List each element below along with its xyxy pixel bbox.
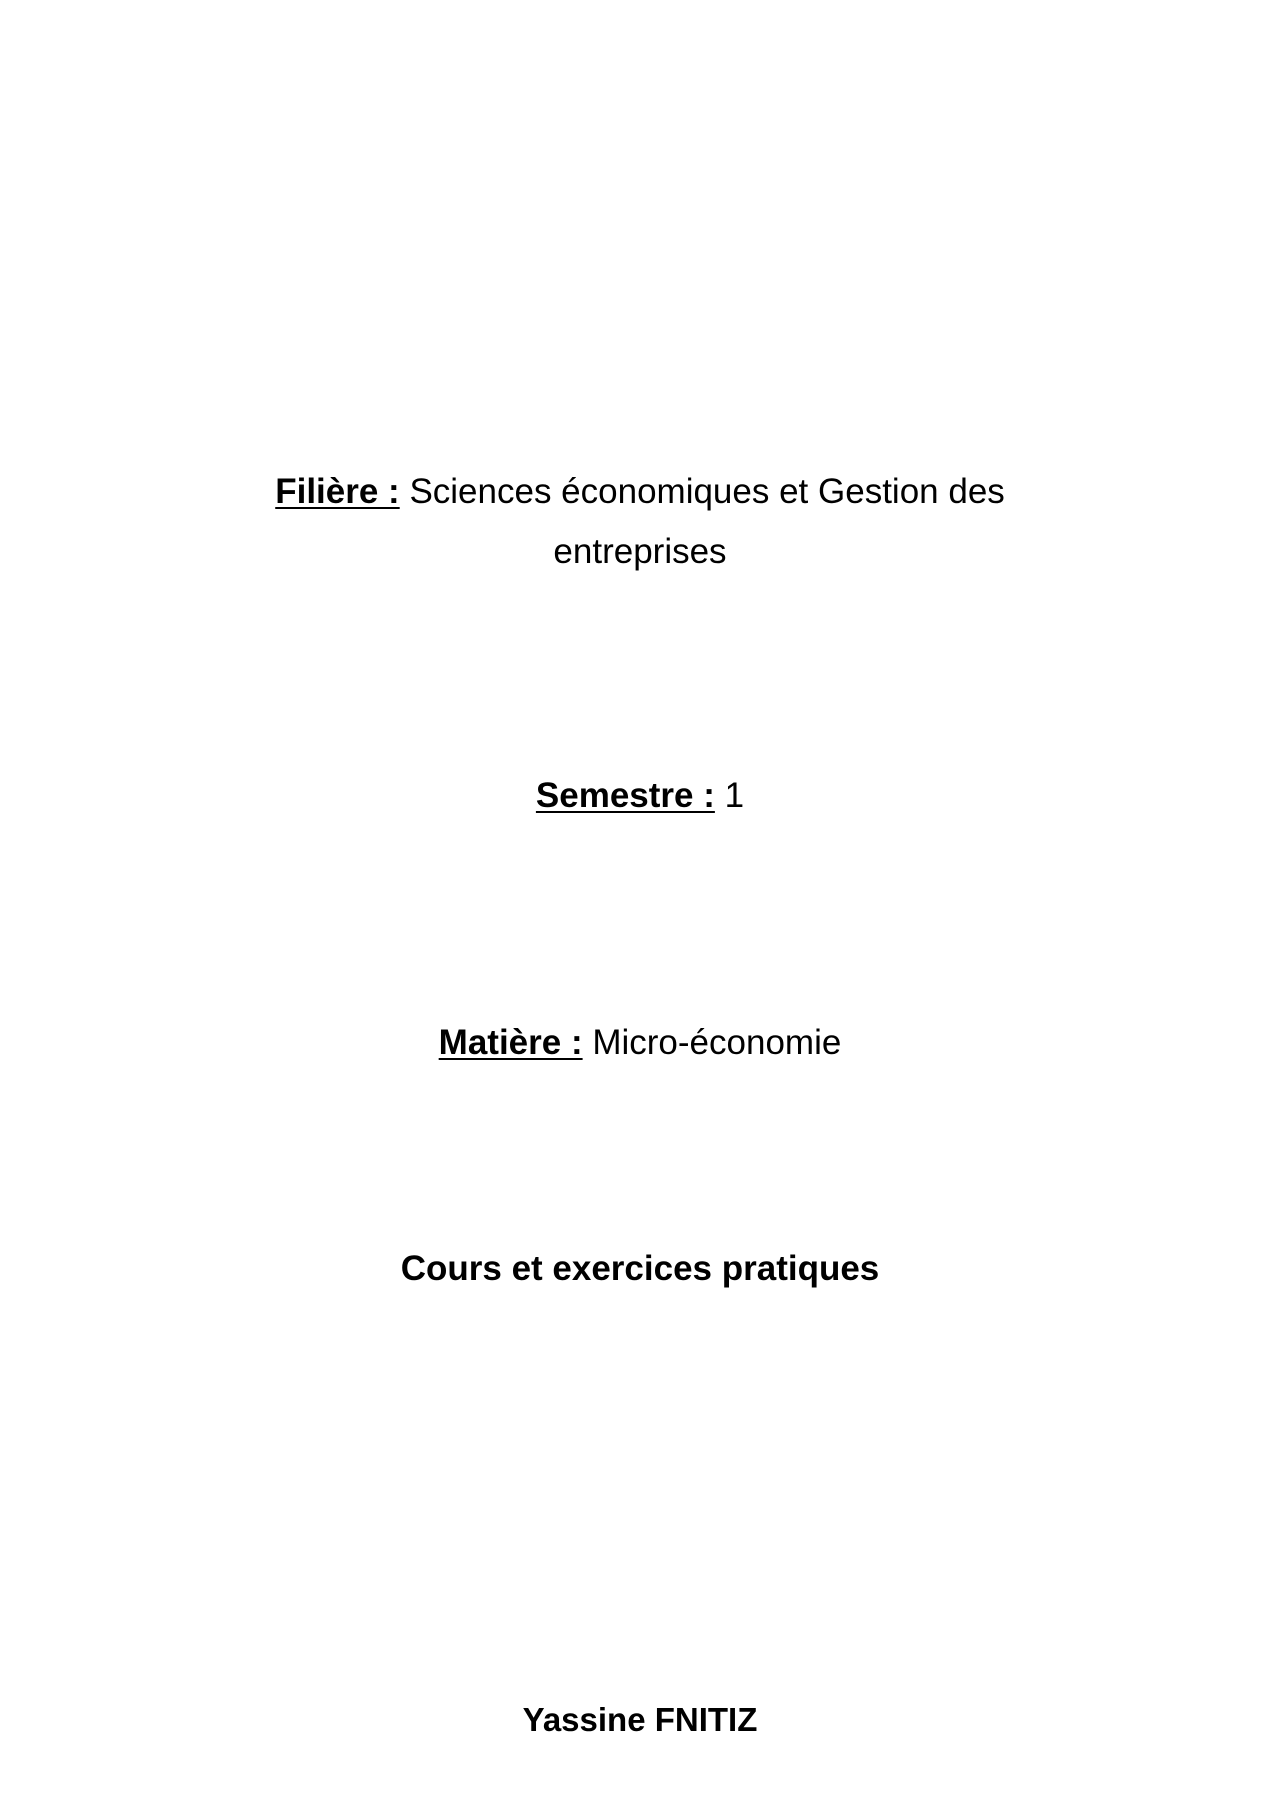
semestre-value: 1 <box>724 776 745 815</box>
filiere-wrap <box>210 462 1070 582</box>
filiere-line <box>0 462 1280 582</box>
author-name: Yassine FNITIZ <box>522 1701 758 1738</box>
filiere-label: Filière : <box>275 472 400 511</box>
matiere-line <box>0 1013 1280 1073</box>
semestre-line <box>0 766 1280 826</box>
filiere-value: Sciences économiques et Gestion des entreprises <box>409 472 1005 571</box>
semestre-label: Semestre : <box>535 776 715 815</box>
document-subtitle: Cours et exercices pratiques <box>400 1249 880 1288</box>
matiere-value: Micro-économie <box>592 1023 842 1062</box>
matiere-label: Matière : <box>438 1023 583 1062</box>
